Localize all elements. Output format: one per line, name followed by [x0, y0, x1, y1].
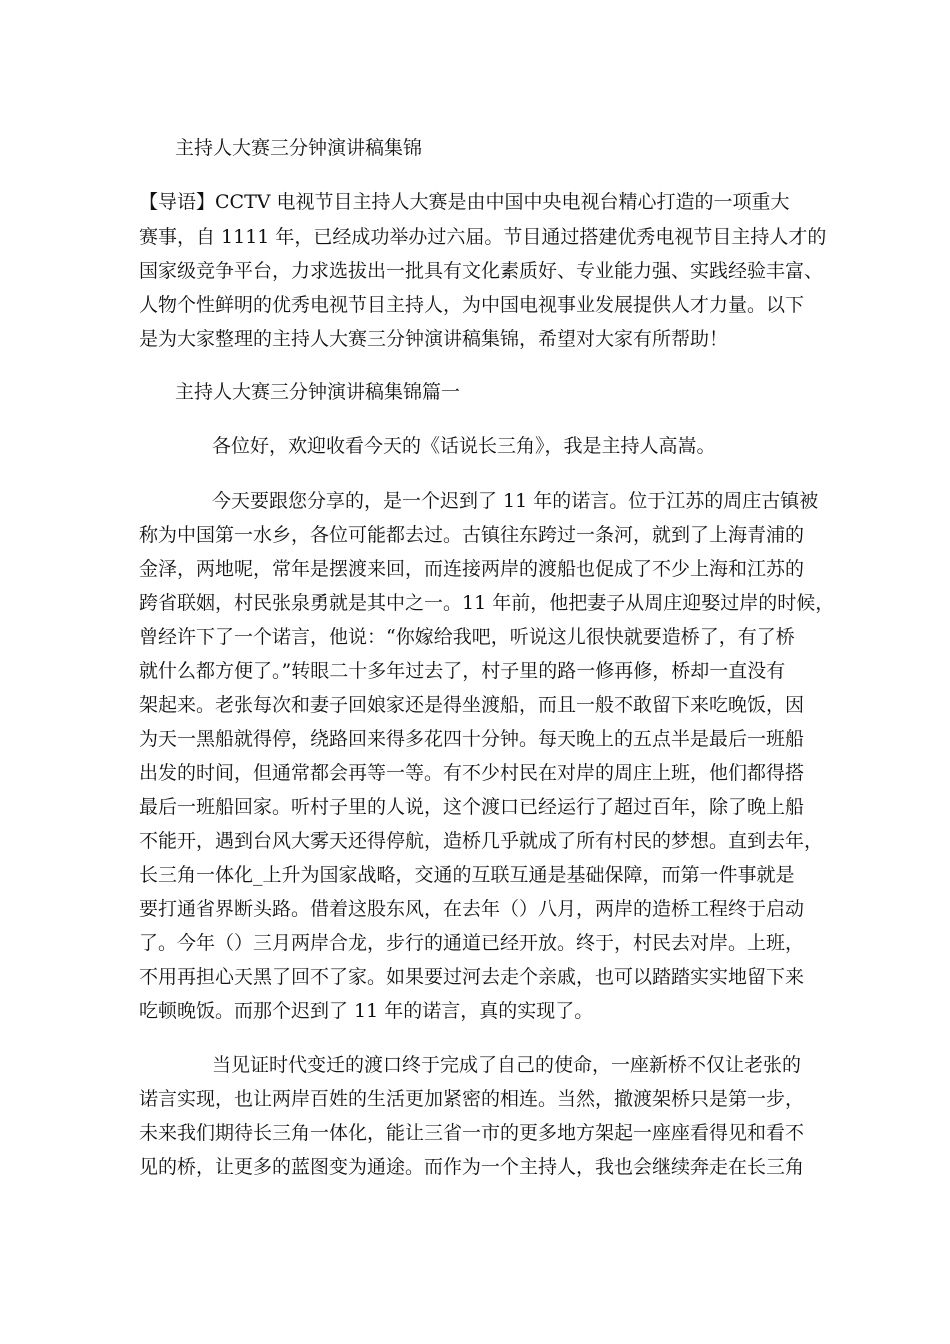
- document-title: 主持人大赛三分钟演讲稿集锦: [175, 137, 423, 159]
- intro-line-5: 是为大家整理的主持人大赛三分钟演讲稿集锦，希望对大家有所帮助！: [139, 328, 729, 350]
- para2-line-3: 未来我们期待长三角一体化，能让三省一市的更多地方架起一座座看得见和看不: [139, 1122, 805, 1144]
- intro-line-2: 赛事，自 1111 年，已经成功举办过六届。节目通过搭建优秀电视节目主持人才的: [139, 226, 827, 248]
- para1-line-8: 为天一黑船就得停，绕路回来得多花四十分钟。每天晚上的五点半是最后一班船: [139, 728, 805, 750]
- para1-line-7: 架起来。老张每次和妻子回娘家还是得坐渡船，而且一般不敢留下来吃晚饭，因: [139, 694, 805, 716]
- section-title: 主持人大赛三分钟演讲稿集锦篇一: [175, 381, 461, 403]
- para1-line-16: 吃顿晚饭。而那个迟到了 11 年的诺言，真的实现了。: [139, 1000, 594, 1022]
- para2-line-4: 见的桥，让更多的蓝图变为通途。而作为一个主持人，我也会继续奔走在长三角: [139, 1156, 805, 1178]
- para1-line-11: 不能开，遇到台风大雾天还得停航，造桥几乎就成了所有村民的梦想。直到去年，: [139, 830, 824, 852]
- para1-line-6: 就什么都方便了。”转眼二十多年过去了，村子里的路一修再修，桥却一直没有: [139, 660, 786, 682]
- intro-line-4: 人物个性鲜明的优秀电视节目主持人，为中国电视事业发展提供人才力量。以下: [139, 294, 805, 316]
- para1-line-12: 长三角一体化_上升为国家战略，交通的互联互通是基础保障，而第一件事就是: [139, 864, 795, 886]
- para1-line-3: 金泽，两地呢，常年是摆渡来回，而连接两岸的渡船也促成了不少上海和江苏的: [139, 558, 805, 580]
- para1-line-1: 今天要跟您分享的，是一个迟到了 11 年的诺言。位于江苏的周庄古镇被: [212, 490, 819, 512]
- intro-line-3: 国家级竞争平台，力求选拔出一批具有文化素质好、专业能力强、实践经验丰富、: [139, 260, 824, 282]
- para1-line-15: 不用再担心天黑了回不了家。如果要过河去走个亲戚，也可以踏踏实实地留下来: [139, 966, 805, 988]
- para2-line-1: 当见证时代变迁的渡口终于完成了自己的使命，一座新桥不仅让老张的: [212, 1054, 802, 1076]
- intro-line-1: 【导语】CCTV 电视节目主持人大赛是由中国中央电视台精心打造的一项重大: [139, 191, 790, 213]
- para1-line-9: 出发的时间，但通常都会再等一等。有不少村民在对岸的周庄上班，他们都得搭: [139, 762, 805, 784]
- para2-line-2: 诺言实现，也让两岸百姓的生活更加紧密的相连。当然，撤渡架桥只是第一步，: [139, 1088, 805, 1110]
- para1-line-13: 要打通省界断头路。借着这股东风，在去年（）八月，两岸的造桥工程终于启动: [139, 898, 805, 920]
- para1-line-10: 最后一班船回家。听村子里的人说，这个渡口已经运行了超过百年，除了晚上船: [139, 796, 805, 818]
- greeting-line: 各位好，欢迎收看今天的《话说长三角》，我是主持人高嵩。: [212, 435, 716, 457]
- para1-line-2: 称为中国第一水乡，各位可能都去过。古镇往东跨过一条河，就到了上海青浦的: [139, 524, 805, 546]
- para1-line-14: 了。今年（）三月两岸合龙，步行的通道已经开放。终于，村民去对岸。上班，: [139, 932, 805, 954]
- para1-line-5: 曾经许下了一个诺言，他说：“你嫁给我吧，听说这儿很快就要造桥了，有了桥: [139, 626, 795, 648]
- para1-line-4: 跨省联姻，村民张泉勇就是其中之一。11 年前，他把妻子从周庄迎娶过岸的时候，: [139, 592, 835, 614]
